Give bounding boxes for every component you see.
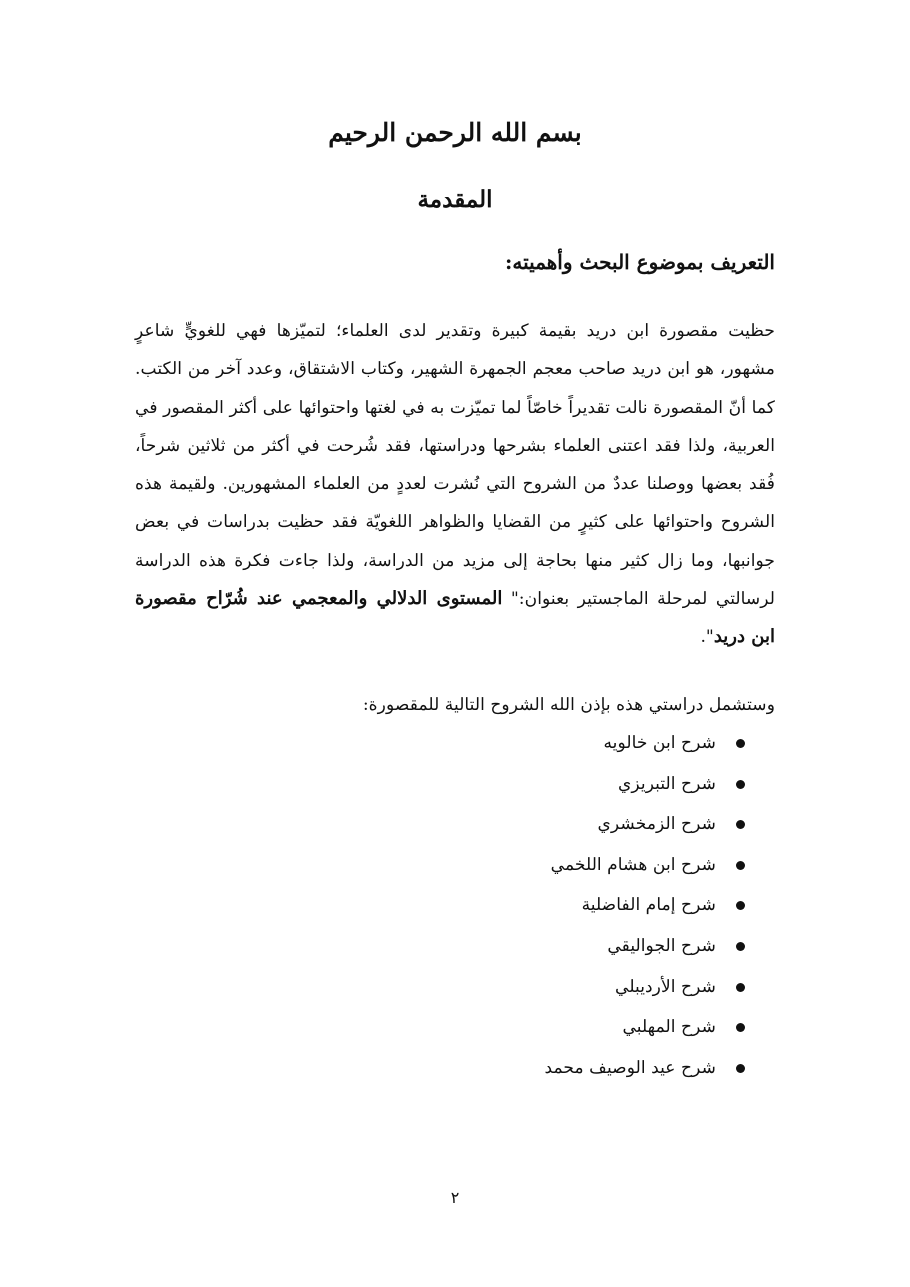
commentary-label: شرح التبريزي <box>617 773 716 794</box>
list-intro: وستشمل دراستي هذه بإذن الله الشروح التالية للمقصورة: <box>362 695 775 715</box>
commentary-label: شرح إمام الفاضلية <box>581 895 716 916</box>
commentaries-list <box>325 728 745 1093</box>
list-item <box>325 728 745 769</box>
commentary-label: شرح ابن خالويه <box>603 733 716 753</box>
commentary-label: شرح عيد الوصيف محمد <box>544 1057 716 1078</box>
list-item <box>325 850 745 891</box>
bullet-icon <box>736 983 745 992</box>
bullet-icon <box>736 1064 745 1073</box>
commentary-label: شرح المهلبي <box>622 1017 716 1038</box>
list-item <box>325 809 745 850</box>
bullet-icon <box>736 739 745 748</box>
list-item <box>325 1053 745 1094</box>
bullet-icon <box>736 942 745 951</box>
title-prefix: بعنوان:" <box>502 589 570 610</box>
list-item <box>325 972 745 1013</box>
basmala-heading: بسم الله الرحمن الرحيم <box>328 118 582 147</box>
title-suffix: ". <box>700 627 714 648</box>
bullet-icon <box>736 780 745 789</box>
bullet-icon <box>736 1023 745 1032</box>
commentary-label: شرح الجواليقي <box>607 935 716 956</box>
intro-paragraph <box>135 312 775 657</box>
commentary-label: شرح الزمخشري <box>597 814 716 835</box>
thesis-title: المستوى الدلالي والمعجمي عند شُرّاح مقصورة ابن دريد <box>135 588 775 648</box>
bullet-icon <box>736 901 745 910</box>
commentary-label: شرح الأرديبلي <box>615 976 716 997</box>
introduction-title: المقدمة <box>417 186 493 213</box>
paragraph-text: حظيت مقصورة ابن دريد بقيمة كبيرة وتقدير لدى العلماء؛ لتميّزها فهي للغويٍّ شاعرٍ مشهور، هو ابن دريد صاحب معجم الجمهرة الشهير، وكتاب الاشتقاق، وعدد آخر من الكتب. كما أنّ المقصورة نالت تقديراً خاصّاً لما تميّزت به في لغتها واحتوائها على أكثر المقصور في العربية، ولذا فقد اعتنى العلماء بشرحها ودراستها، فقد شُرحت في أكثر من ثلاثين شرحاً، فُقد بعضها ووصلنا عددٌ من الشروح التي نُشرت لعددٍ من العلماء المشهورين. ولقيمة هذه الشروح واحتوائها على كثيرٍ من القضايا والظواهر اللغويّة فقد حظيت بدراسات في بعض جوانبها، وما زال كثير منها بحاجة إلى مزيد من الدراسة، ولذا جاءت فكرة هذه الدراسة لرسالتي لمرحلة الماجستير <box>135 321 775 610</box>
bullet-icon <box>736 820 745 829</box>
section-heading: التعريف بموضوع البحث وأهميته: <box>505 250 775 274</box>
list-item <box>325 1012 745 1053</box>
bullet-icon <box>736 861 745 870</box>
list-item <box>325 931 745 972</box>
page-number: ٢ <box>450 1188 460 1207</box>
list-item <box>325 769 745 810</box>
commentary-label: شرح ابن هشام اللخمي <box>550 854 716 875</box>
list-item <box>325 890 745 931</box>
